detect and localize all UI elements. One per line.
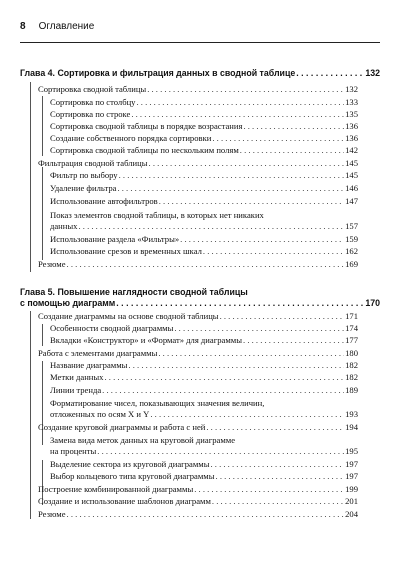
toc-entry-text: Резюме — [38, 259, 66, 269]
dot-leader — [116, 298, 364, 309]
dot-leader — [243, 121, 344, 132]
dot-leader — [216, 471, 345, 482]
chapter-5-heading — [20, 287, 380, 309]
toc-entry — [50, 385, 358, 396]
chapter-title-line1: Глава 5. Повышение наглядности сводной таблицы — [20, 287, 248, 297]
dot-leader — [206, 422, 344, 433]
toc-entry-page: 193 — [345, 409, 358, 419]
toc-entry-text-line1: Форматирование чисел, показывающих значения величин, — [50, 398, 265, 408]
dot-leader — [97, 446, 344, 457]
toc-entry-text: Линии тренда — [50, 385, 102, 395]
toc-entry-page: 182 — [345, 372, 358, 382]
toc-entry-text: Создание и использование шаблонов диаграмм — [38, 496, 211, 506]
dot-leader — [67, 259, 345, 270]
toc-entry-page: 162 — [345, 246, 358, 256]
toc-entry — [50, 246, 358, 257]
dot-leader — [203, 246, 344, 257]
toc-entry — [50, 335, 358, 346]
dot-leader — [240, 145, 344, 156]
toc-entry-page: 136 — [345, 121, 358, 131]
page-number: 8 — [20, 21, 26, 32]
section-bracket — [42, 96, 43, 156]
dot-leader — [180, 234, 344, 245]
dot-leader — [158, 348, 344, 359]
chapter-5-bracket — [30, 311, 31, 519]
toc-entry-page: 180 — [345, 348, 358, 358]
toc-entry-text: Создание диаграммы на основе сводной таблицы — [38, 311, 219, 321]
toc-entry-text: Создание собственного порядка сортировки — [50, 133, 212, 143]
dot-leader — [119, 170, 345, 181]
toc-entry-text: Использование автофильтров — [50, 196, 158, 206]
dot-leader — [104, 372, 344, 383]
dot-leader — [117, 183, 344, 194]
toc-entry-text: Построение комбинированной диаграммы — [38, 484, 194, 494]
dot-leader — [174, 323, 344, 334]
toc-entry — [38, 496, 358, 507]
section-bracket — [42, 167, 43, 260]
toc-entry — [50, 196, 358, 207]
toc-entry — [50, 459, 358, 470]
toc-entry-text: данных — [50, 221, 78, 231]
toc-entry-page: 145 — [345, 158, 358, 168]
toc-entry-page: 194 — [345, 422, 358, 432]
toc-entry-text: Резюме — [38, 509, 66, 519]
toc-entry-page: 204 — [345, 509, 358, 519]
dot-leader — [220, 311, 345, 322]
dot-leader — [210, 459, 344, 470]
toc-entry-text: Метки данных — [50, 372, 104, 382]
toc-entry-page: 157 — [345, 221, 358, 231]
toc-entry — [50, 97, 358, 108]
toc-entry — [50, 145, 358, 156]
toc-entry — [50, 471, 358, 482]
toc-entry-page: 135 — [345, 109, 358, 119]
toc-entry-page: 174 — [345, 323, 358, 333]
toc-entry — [38, 84, 358, 95]
chapter-4-heading — [20, 68, 380, 79]
toc-entry — [50, 360, 358, 371]
toc-entry-page: 201 — [345, 496, 358, 506]
chapter-title: с помощью диаграмм — [20, 298, 116, 308]
toc-entry-text: Создание круговой диаграммы и работа с ней — [38, 422, 206, 432]
toc-entry — [50, 234, 358, 245]
toc-entry — [38, 509, 358, 520]
dot-leader — [212, 133, 344, 144]
toc-entry — [50, 109, 358, 120]
toc-entry-text: на проценты — [50, 446, 97, 456]
dot-leader — [78, 221, 344, 232]
toc-entry-page: 147 — [345, 196, 358, 206]
toc-entry-page: 136 — [345, 133, 358, 143]
dot-leader — [136, 97, 344, 108]
toc-entry-page: 171 — [345, 311, 358, 321]
toc-entry-text-line1: Показ элементов сводной таблицы, в которых нет никаких — [50, 210, 264, 220]
dot-leader — [243, 335, 344, 346]
toc-entry-text-line1: Замена вида меток данных на круговой диаграмме — [50, 435, 236, 445]
chapter-4-bracket — [30, 82, 31, 272]
toc-entry-page: 169 — [345, 259, 358, 269]
dot-leader — [296, 68, 364, 79]
toc-entry-page: 197 — [345, 459, 358, 469]
dot-leader — [159, 196, 344, 207]
toc-entry — [50, 372, 358, 383]
toc-entry-page: 189 — [345, 385, 358, 395]
toc-entry-text: Работа с элементами диаграммы — [38, 348, 158, 358]
toc-entry-text: Название диаграммы — [50, 360, 128, 370]
toc-entry-text: Выделение сектора из круговой диаграммы — [50, 459, 210, 469]
toc-entry — [50, 398, 358, 420]
dot-leader — [150, 409, 344, 420]
toc-entry-text: Фильтр по выбору — [50, 170, 118, 180]
toc-entry-text: Использование раздела «Фильтры» — [50, 234, 180, 244]
toc-entry — [38, 422, 358, 433]
toc-entry-page: 197 — [345, 471, 358, 481]
dot-leader — [149, 158, 345, 169]
toc-entry-page: 177 — [345, 335, 358, 345]
dot-leader — [131, 109, 344, 120]
toc-entry — [38, 158, 358, 169]
toc-entry-text: Сортировка по строке — [50, 109, 131, 119]
toc-entry-text: Выбор кольцевого типа круговой диаграммы — [50, 471, 215, 481]
toc-entry-text: Сортировка сводной таблицы в порядке возрастания — [50, 121, 243, 131]
toc-entry — [50, 170, 358, 181]
toc-entry-page: 195 — [345, 446, 358, 456]
toc-entry-text: Использование срезов и временных шкал — [50, 246, 202, 256]
toc-entry-text: Сортировка по столбцу — [50, 97, 136, 107]
toc-entry — [50, 435, 358, 457]
toc-entry-page: 159 — [345, 234, 358, 244]
chapter-page: 170 — [365, 298, 380, 308]
toc-entry-text: отложенных по осям X и Y — [50, 409, 150, 419]
toc-entry-page: 133 — [345, 97, 358, 107]
toc-entry-page: 145 — [345, 170, 358, 180]
toc-entry — [50, 133, 358, 144]
toc-entry-text: Фильтрация сводной таблицы — [38, 158, 148, 168]
dot-leader — [212, 496, 344, 507]
dot-leader — [102, 385, 344, 396]
toc-entry — [50, 183, 358, 194]
toc-entry-text: Особенности сводной диаграммы — [50, 323, 174, 333]
chapter-title: Глава 4. Сортировка и фильтрация данных в сводной таблице — [20, 68, 296, 78]
section-bracket — [42, 324, 43, 346]
toc-entry-page: 132 — [345, 84, 358, 94]
running-title: Оглавление — [38, 21, 95, 32]
toc-entry-text: Удаление фильтра — [50, 183, 117, 193]
toc-entry — [38, 484, 358, 495]
toc-entry — [50, 210, 358, 232]
toc-entry-text: Сортировка сводной таблицы — [38, 84, 147, 94]
chapter-page: 132 — [365, 68, 380, 78]
dot-leader — [194, 484, 344, 495]
toc-entry — [50, 323, 358, 334]
dot-leader — [128, 360, 344, 371]
toc-entry — [38, 259, 358, 270]
header-rule — [20, 42, 380, 43]
toc-entry — [38, 348, 358, 359]
toc-entry-text: Сортировка сводной таблицы по нескольким полям — [50, 145, 239, 155]
toc-entry-page: 199 — [345, 484, 358, 494]
toc-entry-page: 142 — [345, 145, 358, 155]
dot-leader — [67, 509, 345, 520]
toc-entry-page: 182 — [345, 360, 358, 370]
toc-entry-text: Вкладки «Конструктор» и «Формат» для диаграммы — [50, 335, 243, 345]
toc-entry — [38, 311, 358, 322]
toc-entry-page: 146 — [345, 183, 358, 193]
toc-entry — [50, 121, 358, 132]
dot-leader — [147, 84, 344, 95]
